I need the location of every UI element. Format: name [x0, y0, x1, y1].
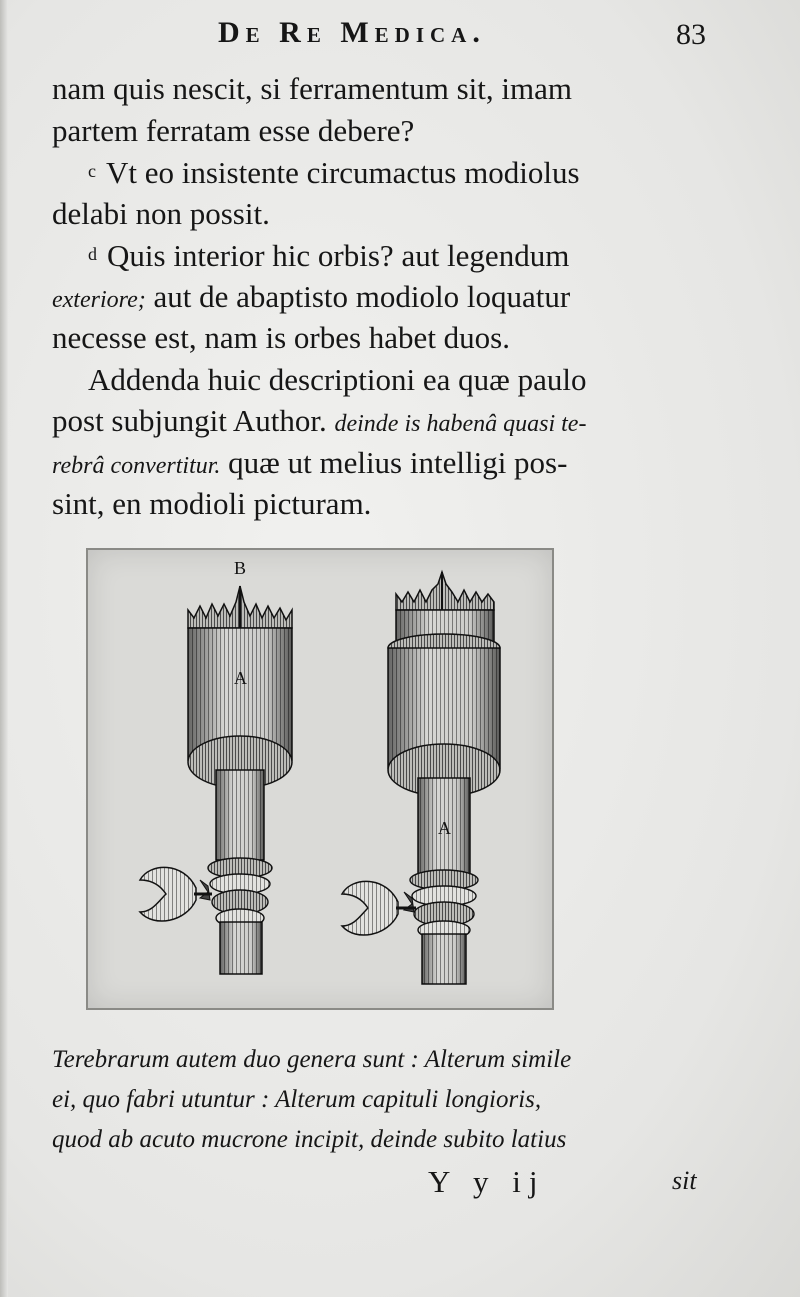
text-line: c Vt eo insistente circumactus modiolus [88, 155, 580, 190]
caption-text [52, 1040, 742, 1160]
text-line: post subjungit Author. deinde is habenâ quasi te- [52, 403, 587, 438]
italic-word: exteriore; [52, 286, 146, 313]
text-line: necesse est, nam is orbes habet duos. [52, 320, 510, 355]
figure-label-a-right: A [438, 818, 451, 838]
text-line: rebrâ convertitur. quæ ut melius intelligi pos- [52, 444, 568, 480]
text-line: Addenda huic descriptioni ea quæ paulo [88, 361, 587, 397]
text-line: nam quis nescit, si ferramentum sit, imam [52, 71, 573, 106]
page-gutter-shadow [0, 0, 8, 1297]
engraved-plate [86, 548, 554, 1010]
text-line: d Quis interior hic orbis? aut legendum [88, 238, 570, 273]
caption-line: ei, quo fabri utuntur : Alterum capituli longioris, [52, 1086, 542, 1113]
catchword: sit [672, 1166, 697, 1195]
left-trephine [140, 586, 292, 974]
text-line: exteriore; aut de abaptisto modiolo loquatur [52, 278, 571, 314]
trephine-engraving [88, 550, 552, 1008]
figure-label-a-left: A [234, 668, 247, 688]
page-header [0, 14, 800, 58]
note-marker: c [88, 161, 96, 181]
italic-phrase: deinde is habenâ quasi te- [334, 411, 587, 437]
caption-line: quod ab acuto mucrone incipit, deinde subito latius [52, 1126, 567, 1153]
italic-phrase: rebrâ convertitur. [52, 452, 221, 479]
running-title: De Re Medica. [218, 16, 486, 49]
figure-label-b: B [234, 558, 247, 578]
note-marker: d [88, 244, 97, 264]
text-line: sint, en modioli picturam. [52, 486, 372, 521]
text-line: partem ferratam esse debere? [52, 112, 415, 148]
text-line: delabi non possit. [52, 195, 270, 231]
signature-mark: Y y ij [428, 1164, 546, 1199]
page-number: 83 [676, 18, 706, 51]
body-text [52, 68, 712, 525]
caption-line: Terebrarum autem duo genera sunt : Alterum simile [52, 1046, 572, 1073]
right-trephine [342, 572, 500, 984]
